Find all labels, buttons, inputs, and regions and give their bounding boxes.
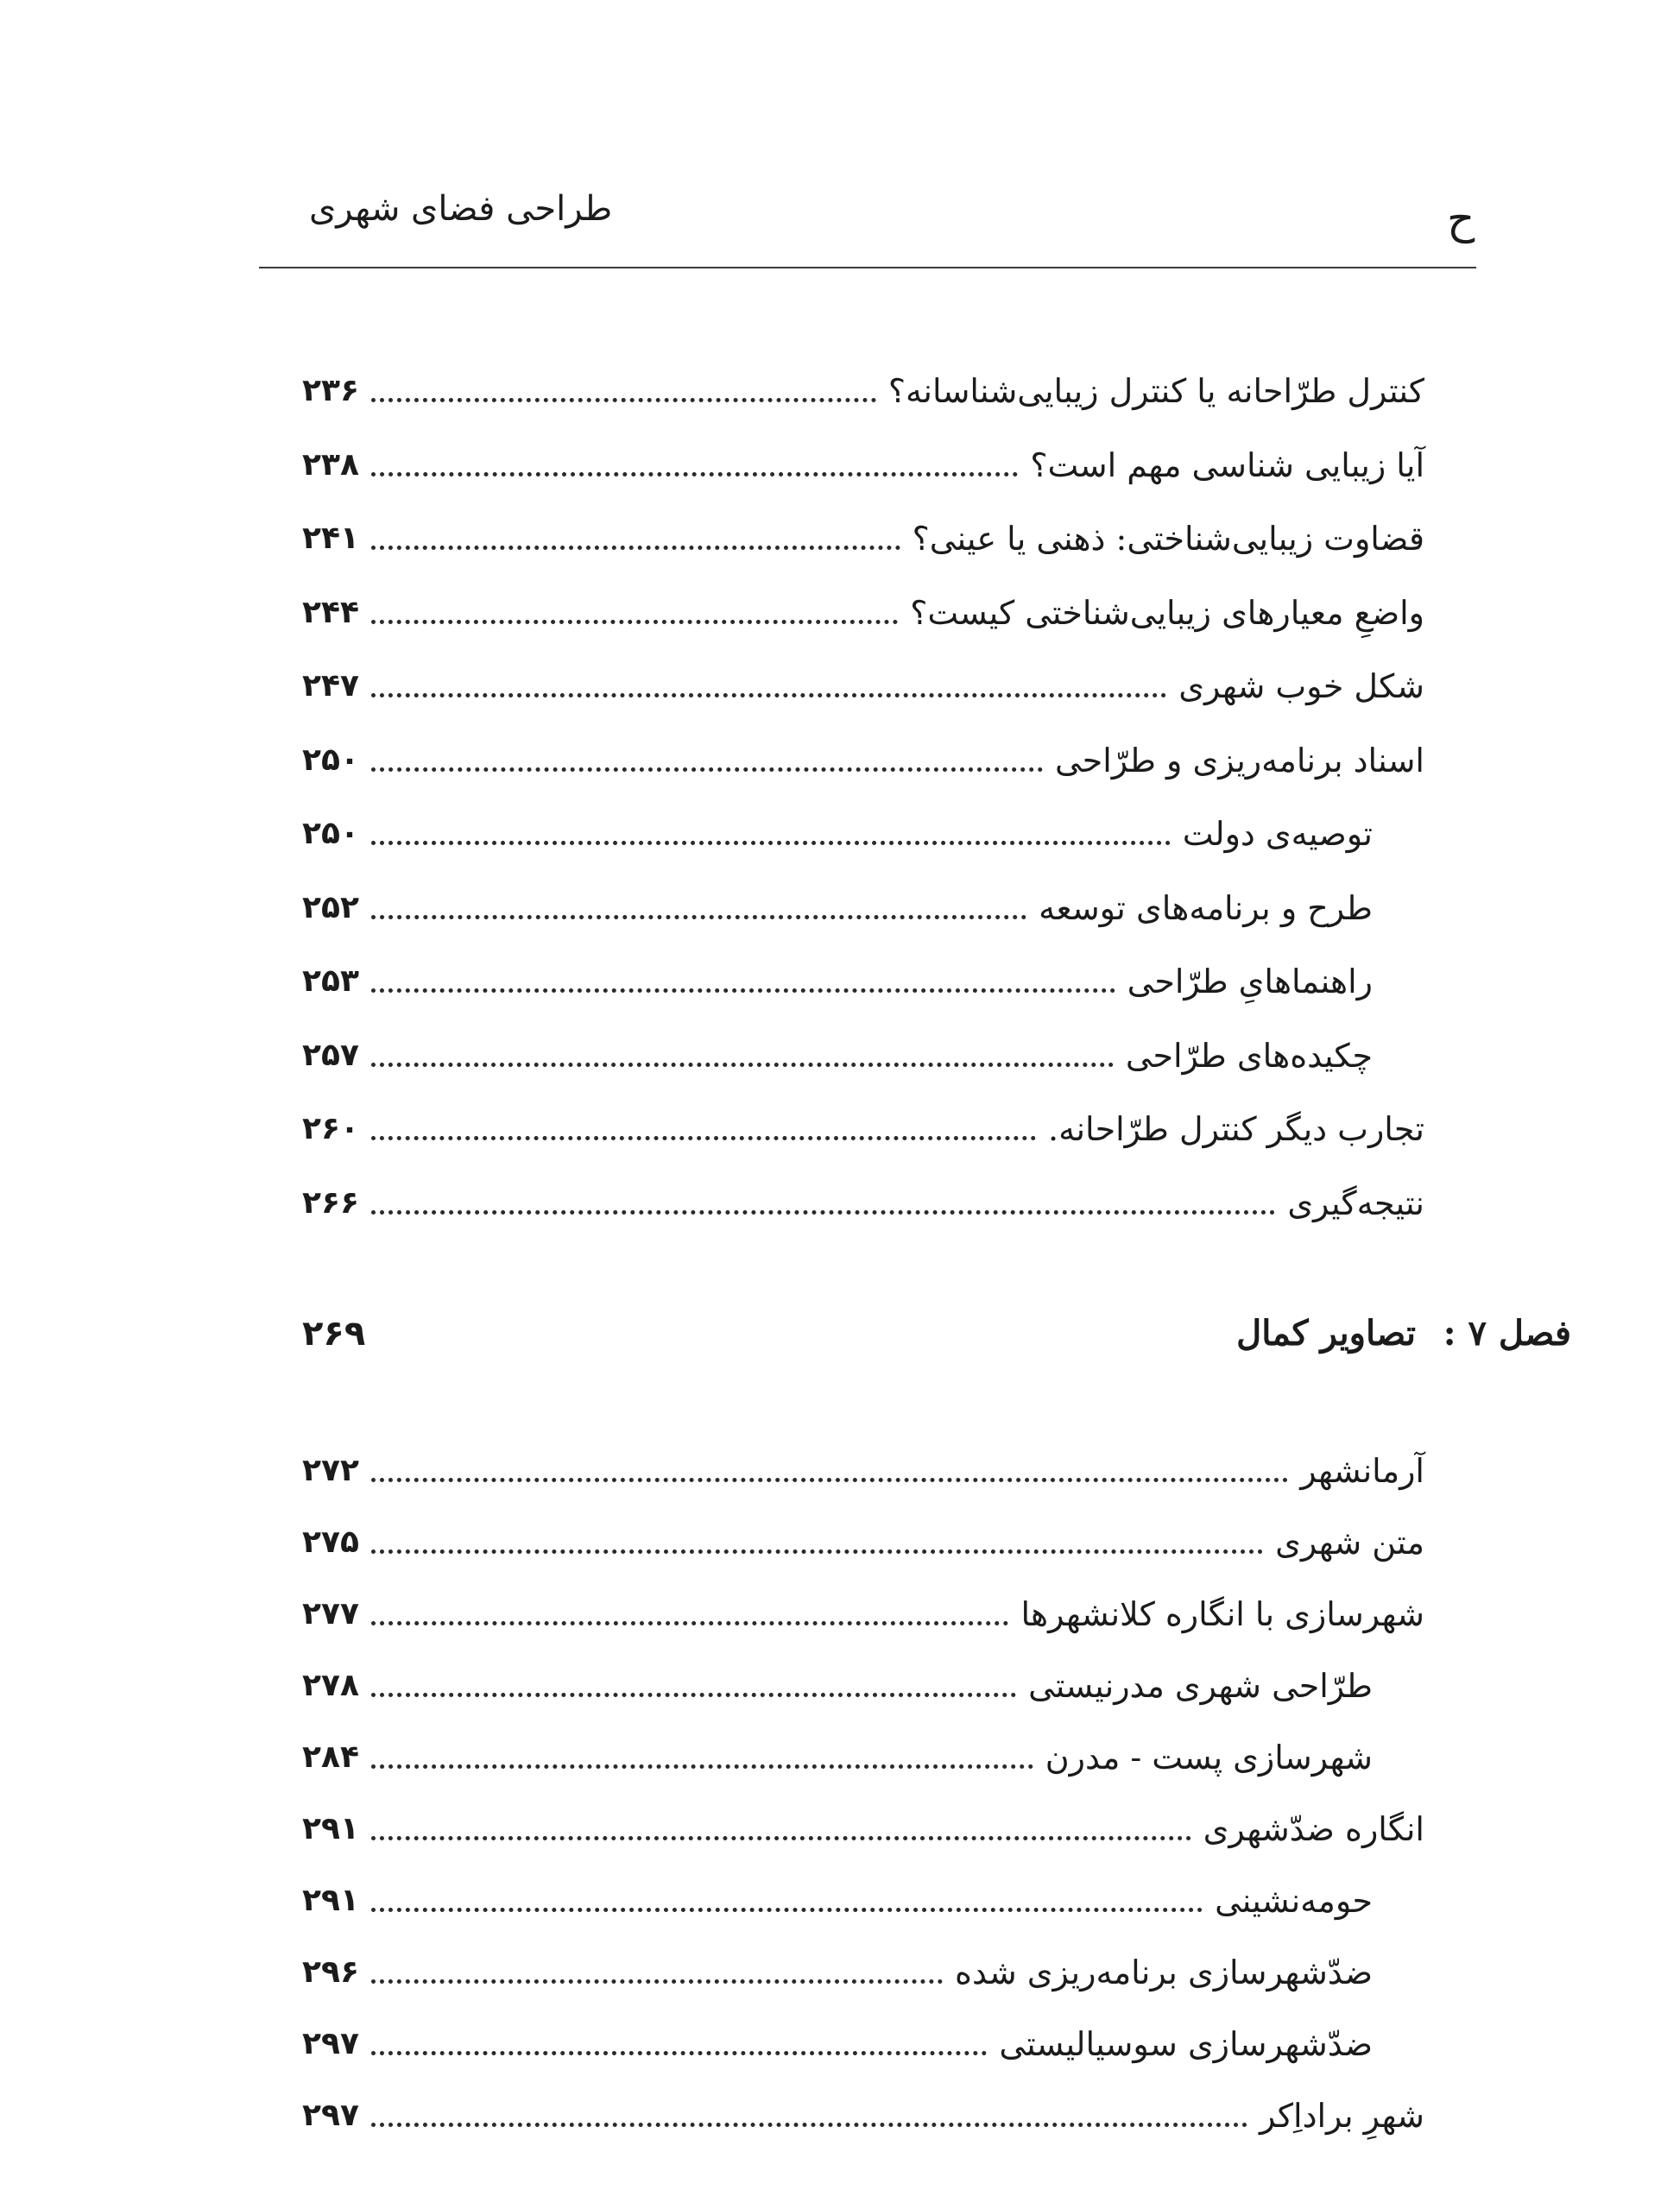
toc-entry-title: اسناد برنامه‌ریزی و طرّاحی [1055,741,1424,779]
toc-page-number: ۲۳۶ [302,373,359,408]
chapter-title: تصاویر کمال [1236,1313,1416,1354]
toc-entry [302,1103,1424,1155]
toc-page-number: ۲۹۷ [302,2026,359,2061]
toc-page-number: ۲۵۰ [302,816,359,851]
toc-page-number: ۲۹۱ [302,1811,359,1846]
toc-entry-title: شهرسازی با انگاره کلانشهرها [1020,1595,1424,1633]
toc-dot-leader [371,1693,1016,1697]
toc-page-number: ۲۷۷ [302,1596,359,1631]
toc-entry-title: متن شهری [1275,1524,1424,1562]
toc-page-number: ۲۹۱ [302,1883,359,1918]
toc-page-number: ۲۸۴ [302,1739,359,1775]
toc-page-number: ۲۴۴ [302,594,359,630]
toc-dot-leader [371,1210,1275,1215]
toc-entry-title: طرح و برنامه‌های توسعه [1039,888,1373,927]
toc-entry [302,1030,1373,1082]
toc-dot-leader [371,1908,1203,1912]
toc-entry [302,1660,1373,1712]
toc-entry [302,2018,1373,2070]
toc-dot-leader [371,2123,1247,2127]
toc-page-number: ۲۹۷ [302,2098,359,2133]
toc-entry [302,1588,1424,1640]
toc-dot-leader [371,546,900,550]
toc-entry [302,882,1373,934]
toc-entry [302,587,1424,639]
toc-entry-title: ضدّشهرسازی سوسیالیستی [999,2025,1373,2063]
toc-entry [302,439,1424,491]
toc-entry [302,1875,1373,1927]
toc-entry [302,808,1373,860]
toc-entry-title: شهرسازی پست - مدرن [1045,1739,1373,1777]
toc-entry [302,1517,1424,1568]
toc-page-number: ۲۶۶ [302,1184,359,1221]
toc-dot-leader [371,1478,1288,1482]
toc-dot-leader [371,1549,1263,1554]
toc-page-number: ۲۷۲ [302,1453,359,1488]
toc-page-number: ۲۷۵ [302,1524,359,1560]
toc-dot-leader [371,767,1043,772]
toc-page-number: ۲۵۲ [302,889,359,925]
toc-dot-leader [371,1136,1036,1140]
toc-entry-title: راهنماهایِ طرّاحی [1127,962,1373,1000]
toc-dot-leader [371,1063,1114,1067]
toc-dot-leader [371,1621,1008,1625]
toc-entry-title: حومه‌نشینی [1215,1882,1373,1920]
toc-page-number: ۲۶۰ [302,1111,359,1146]
toc-page-number: ۲۹۶ [302,1954,359,1990]
toc-page-number: ۲۷۸ [302,1668,359,1703]
toc-entry [302,2090,1424,2142]
toc-entry-title: تجارب دیگر کنترل طرّاحانه. [1048,1110,1424,1148]
toc-page-number: ۲۴۷ [302,668,359,704]
toc-entry-title: شهرِ براداِکر [1259,2097,1424,2135]
toc-entry [302,956,1373,1007]
toc-page-number: ۲۵۰ [302,742,359,778]
toc-dot-leader [371,1764,1033,1769]
toc-entry-title: طرّاحی شهری مدرنیستی [1028,1667,1373,1705]
toc-entry-title: آیا زیبایی شناسی مهم است؟ [1030,445,1424,484]
toc-dot-leader [371,620,898,624]
toc-entry [302,513,1424,565]
toc-entry-title: شکل خوب شهری [1178,667,1424,705]
toc-page-number: ۲۴۱ [302,521,359,556]
toc-page-number: ۲۳۸ [302,446,359,483]
toc-entry-title: توصیه‌ی دولت [1182,815,1373,853]
toc-entry-title: کنترل طرّاحانه یا کنترل زیبایی‌شناسانه؟ [887,372,1424,410]
toc-dot-leader [371,2051,987,2055]
toc-entry [302,1445,1424,1497]
page-letter: ح [1447,193,1475,243]
toc-dot-leader [371,1836,1191,1840]
toc-entry-title: ضدّشهرسازی برنامه‌ریزی شده [955,1953,1373,1991]
toc-dot-leader [371,988,1115,993]
toc-dot-leader [371,1979,943,1984]
toc-entry-title: چکیده‌های طرّاحی [1125,1036,1373,1075]
chapter-page-number: ۲۶۹ [302,1314,366,1354]
toc-entry-title: واضعِ معیارهای زیبایی‌شناختی کیست؟ [910,593,1424,632]
toc-entry [302,1177,1424,1229]
toc-entry-title: آرمانشهر [1300,1452,1424,1490]
toc-entry-title: نتیجه‌گیری [1287,1183,1424,1222]
toc-entry [302,735,1424,786]
toc-entry [302,365,1424,417]
toc-dot-leader [371,841,1171,845]
running-title: طراحی فضای شهری [309,189,613,229]
toc-entry [302,1803,1424,1855]
header-rule [259,267,1476,268]
toc-entry [302,1947,1373,1998]
toc-page-number: ۲۵۷ [302,1037,359,1073]
toc-dot-leader [371,398,876,402]
chapter-heading [302,1303,1571,1364]
toc-dot-leader [371,915,1026,919]
toc-entry-title: قضاوت زیبایی‌شناختی: ذهنی یا عینی؟ [912,520,1424,558]
chapter-label: فصل ۷ : [1443,1313,1571,1354]
toc-entry [302,1732,1373,1783]
toc-page-number: ۲۵۳ [302,963,359,999]
toc-dot-leader [371,472,1018,476]
toc-entry-title: انگاره ضدّشهری [1203,1810,1424,1848]
toc-entry [302,660,1424,712]
toc-dot-leader [371,693,1166,697]
